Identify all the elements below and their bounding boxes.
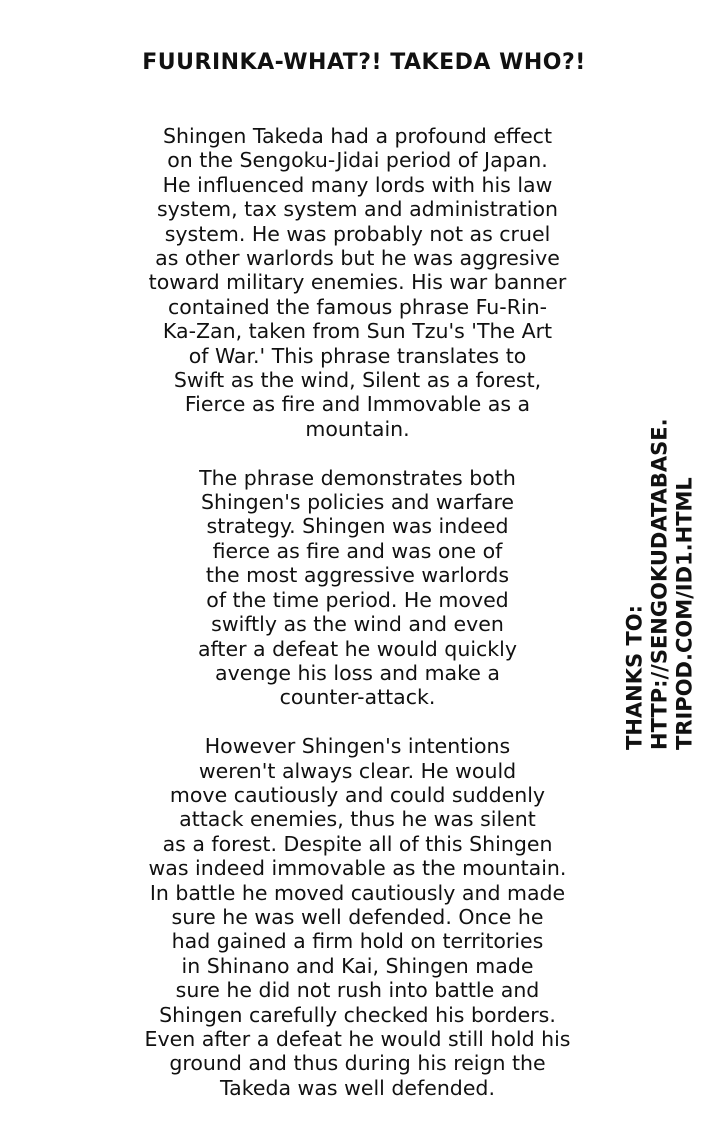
- text-line: Fierce as fire and Immovable as a: [184, 392, 531, 417]
- credits-block: [600, 330, 720, 750]
- text-line: contained the famous phrase Fu-Rin-: [167, 294, 548, 319]
- text-line: toward military enemies. His war banner: [148, 270, 567, 295]
- paragraph-2: [130, 466, 585, 710]
- text-line: counter-attack.: [279, 685, 436, 710]
- text-line: Shingen's policies and warfare: [200, 490, 515, 515]
- text-line: attack enemies, thus he was silent: [179, 807, 536, 832]
- page-title: FUURINKA-WHAT?! TAKEDA WHO?!: [142, 50, 586, 75]
- credits-rotated-text: [623, 330, 698, 750]
- text-line: swiftly as the wind and even: [211, 612, 504, 637]
- paragraph-3: [130, 734, 585, 1100]
- text-line: Shingen carefully checked his borders.: [159, 1002, 556, 1027]
- text-line: system. He was probably not as cruel: [164, 221, 551, 246]
- text-line: move cautiously and could suddenly: [169, 782, 546, 807]
- text-line: In battle he moved cautiously and made: [149, 880, 566, 905]
- text-line: weren't always clear. He would: [198, 758, 517, 783]
- credits-thanks-label: THANKS TO:: [622, 604, 647, 750]
- text-line: Swift as the wind, Silent as a forest,: [173, 368, 542, 393]
- text-line: fierce as fire and was one of: [212, 538, 503, 563]
- text-line: as a forest. Despite all of this Shingen: [162, 831, 553, 856]
- text-line: had gained a firm hold on territories: [171, 929, 544, 954]
- text-line: sure he was well defended. Once he: [171, 904, 544, 929]
- text-line: The phrase demonstrates both: [199, 465, 516, 490]
- text-line: ground and thus during his reign the: [169, 1051, 546, 1076]
- text-line: sure he did not rush into battle and: [175, 978, 540, 1003]
- text-line: He influenced many lords with his law: [162, 172, 553, 197]
- text-line: of the time period. He moved: [206, 587, 509, 612]
- text-line: Shingen Takeda had a profound effect: [163, 124, 552, 148]
- paragraph-1: [130, 124, 585, 441]
- text-line: on the Sengoku-Jidai period of Japan.: [167, 148, 548, 173]
- text-line: of War.' This phrase translates to: [188, 343, 527, 368]
- article-body: [130, 124, 585, 1125]
- text-line: Even after a defeat he would still hold his: [144, 1027, 571, 1051]
- text-line: in Shinano and Kai, Shingen made: [181, 953, 534, 978]
- credits-url-line-1: HTTP://SENGOKUDATABASE.: [647, 418, 672, 750]
- text-line: mountain.: [305, 416, 410, 441]
- text-line: the most aggressive warlords: [205, 563, 510, 588]
- text-line: after a defeat he would quickly: [198, 636, 517, 661]
- text-line: as other warlords but he was aggresive: [155, 246, 560, 271]
- text-line: system, tax system and administration: [156, 197, 558, 222]
- text-line: Takeda was well defended.: [220, 1075, 495, 1100]
- text-line: However Shingen's intentions: [204, 734, 511, 759]
- text-line: Ka-Zan, taken from Sun Tzu's 'The Art: [162, 319, 553, 344]
- text-line: avenge his loss and make a: [215, 660, 500, 685]
- credits-url-line-2: TRIPOD.COM/ID1.HTML: [672, 477, 697, 750]
- text-line: strategy. Shingen was indeed: [206, 514, 509, 539]
- text-line: was indeed immovable as the mountain.: [148, 856, 567, 881]
